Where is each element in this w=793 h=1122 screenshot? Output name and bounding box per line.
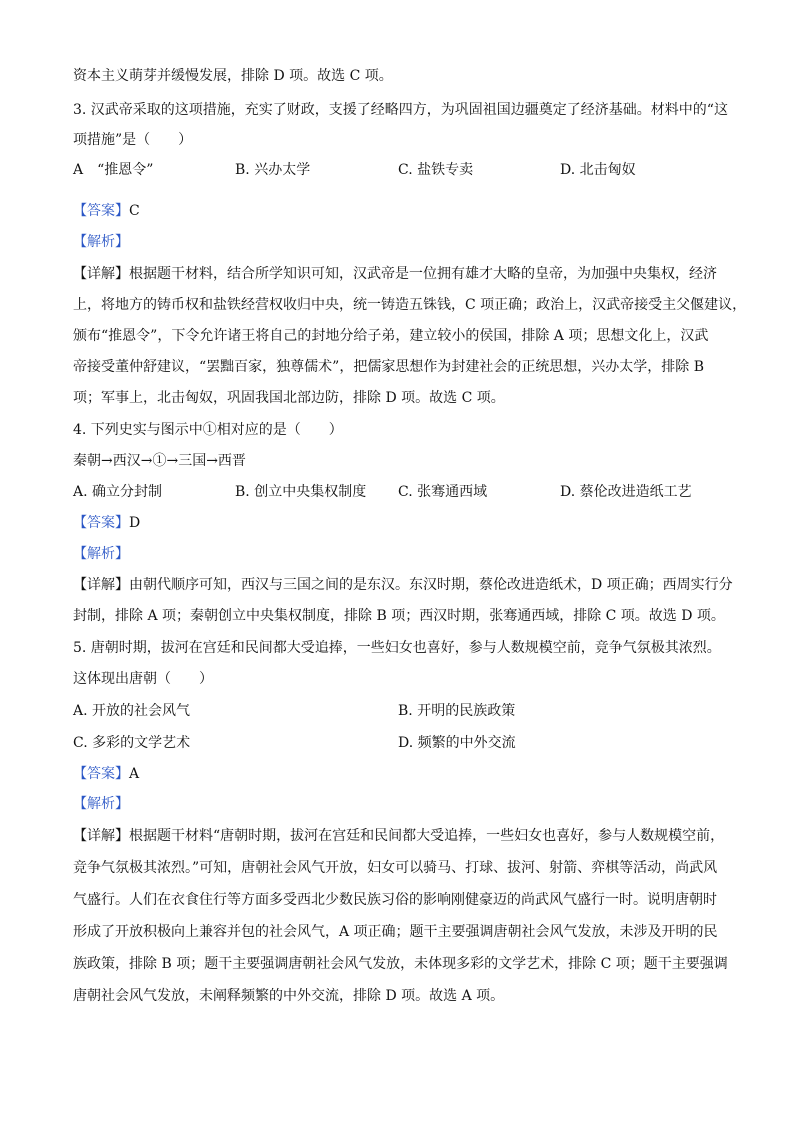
answer-value: C xyxy=(129,203,140,219)
q4-stem: 4. 下列史实与图示中①相对应的是（ ） xyxy=(73,422,343,438)
q3-detail-line2: 上，将地方的铸币权和盐铁经营权收归中央，统一铸造五铢钱，C 项正确；政治上，汉武帝接受主父偃建议， xyxy=(73,297,747,313)
q5-detail-line1 xyxy=(73,826,733,846)
q4-detail-line2: 封制，排除 A 项；秦朝创立中央集权制度，排除 B 项；西汉时期，张骞通西域，排除 C 项。故选 D 项。 xyxy=(73,608,725,624)
q3-detail-line5: 项；军事上，北击匈奴，巩固我国北部边防，排除 D 项。故选 C 项。 xyxy=(73,390,505,406)
q3-option-a: A “推恩令” xyxy=(73,162,154,178)
q3-stem-line2: 项措施”是（ ） xyxy=(73,132,193,148)
q5-option-a: A. 开放的社会风气 xyxy=(73,703,191,719)
detail-tag: 【详解】 xyxy=(73,577,129,593)
answer-value: A xyxy=(129,766,140,782)
q4-detail-line1 xyxy=(73,575,733,595)
q5-detail-line2: 竞争气氛极其浓烈。”可知，唐朝社会风气开放，妇女可以骑马、打球、拔河、射箭、弈棋等活动，尚武风 xyxy=(73,860,718,876)
q5-option-d: D. 频繁的中外交流 xyxy=(398,735,516,751)
analysis-tag: 【解析】 xyxy=(73,546,129,562)
q3-option-b: B. 兴办太学 xyxy=(235,162,311,178)
q3-detail-line1 xyxy=(73,264,733,284)
detail-tag: 【详解】 xyxy=(73,266,129,282)
q5-detail-line4: 形成了开放积极向上兼容并包的社会风气，A 项正确；题干主要强调唐朝社会风气发放，未涉及开明的民 xyxy=(73,924,718,940)
q3-stem-line1: 3. 汉武帝采取的这项措施，充实了财政，支援了经略四方，为巩固祖国边疆奠定了经济基础。材料中的“这 xyxy=(73,102,728,118)
detail-text: 根据题干材料“唐朝时期，拔河在宫廷和民间都大受追捧，一些妇女也喜好，参与人数规模空前， xyxy=(129,828,725,844)
q4-option-b: B. 创立中央集权制度 xyxy=(235,484,367,500)
q5-stem-line2: 这体现出唐朝（ ） xyxy=(73,671,213,687)
answer-tag: 【答案】 xyxy=(73,203,129,219)
analysis-tag: 【解析】 xyxy=(73,234,129,250)
detail-text: 由朝代顺序可知，西汉与三国之间的是东汉。东汉时期，蔡伦改进造纸术，D 项正确；西周实行分 xyxy=(129,577,733,593)
q4-option-d: D. 蔡伦改进造纸工艺 xyxy=(560,484,692,500)
q3-option-d: D. 北击匈奴 xyxy=(560,162,636,178)
detail-text: 根据题干材料，结合所学知识可知，汉武帝是一位拥有雄才大略的皇帝，为加强中央集权，经济 xyxy=(129,266,717,282)
q4-option-c: C. 张骞通西域 xyxy=(398,484,488,500)
q5-option-c: C. 多彩的文学艺术 xyxy=(73,735,191,751)
analysis-tag: 【解析】 xyxy=(73,796,129,812)
detail-tag: 【详解】 xyxy=(73,828,129,844)
q3-detail-line3: 颁布“推恩令”，下令允许诸王将自己的封地分给子弟，建立较小的侯国，排除 A 项；思想文化上，汉武 xyxy=(73,328,709,344)
q3-answer xyxy=(73,201,733,221)
q5-detail-line3: 气盛行。人们在衣食住行等方面多受西北少数民族习俗的影响刚健豪迈的尚武风气盛行一时。说明唐朝时 xyxy=(73,892,717,908)
intro-line: 资本主义萌芽并缓慢发展，排除 D 项。故选 C 项。 xyxy=(73,68,393,84)
q4-analysis xyxy=(73,544,733,564)
q5-detail-line5: 族政策，排除 B 项；题干主要强调唐朝社会风气发放，未体现多彩的文学艺术，排除 C 项；题干主要强调 xyxy=(73,956,728,972)
answer-value: D xyxy=(129,515,141,531)
q5-answer xyxy=(73,764,733,784)
q3-option-c: C. 盐铁专卖 xyxy=(398,162,474,178)
q4-diagram: 秦朝→西汉→①→三国→西晋 xyxy=(73,453,246,469)
q5-detail-line6: 唐朝社会风气发放，未阐释频繁的中外交流，排除 D 项。故选 A 项。 xyxy=(73,988,505,1004)
answer-tag: 【答案】 xyxy=(73,515,129,531)
q3-detail-line4: 帝接受董仲舒建议，“罢黜百家，独尊儒术”，把儒家思想作为封建社会的正统思想，兴办太学，排除 B xyxy=(73,359,705,375)
q4-option-a: A. 确立分封制 xyxy=(73,484,163,500)
q5-analysis xyxy=(73,794,733,814)
q5-stem-line1: 5. 唐朝时期，拔河在宫廷和民间都大受追捧，一些妇女也喜好，参与人数规模空前，竞争气氛极其浓烈。 xyxy=(73,640,721,656)
answer-tag: 【答案】 xyxy=(73,766,129,782)
q5-option-b: B. 开明的民族政策 xyxy=(398,703,516,719)
q3-analysis xyxy=(73,232,733,252)
q4-answer xyxy=(73,513,733,533)
